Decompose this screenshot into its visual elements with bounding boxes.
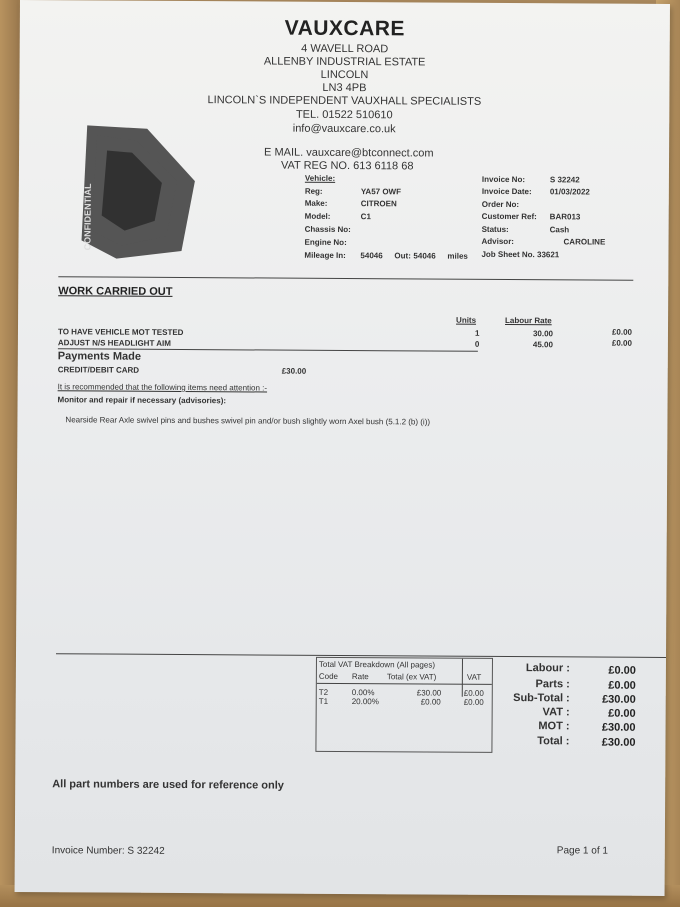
labour-rate-header: Labour Rate [505,315,552,326]
job-sheet: Job Sheet No. 33621 [481,249,560,260]
vat-col-vat: VAT [466,672,482,682]
vehicle-heading: Vehicle: [304,173,336,183]
payments-heading: Payments Made [57,350,142,363]
work-item-2-rate: 45.00 [532,340,553,350]
work-item-1-amount: £0.00 [611,327,633,337]
work-heading: WORK CARRIED OUT [58,285,173,298]
vat-box-rule [317,683,492,685]
tagline: LINCOLN`S INDEPENDENT VAUXHALL SPECIALISTS [207,94,482,108]
invoice-date-value: 01/03/2022 [549,187,590,197]
units-header: Units [456,315,477,325]
address-line-1: 4 WAVELL ROAD [301,42,389,56]
advisory-heading: Monitor and repair if necessary (advisories): [57,395,227,406]
labour-total-label: Labour : [525,662,570,675]
reference-note: All part numbers are used for reference only [52,778,284,792]
vat-row-1-code: T2 [318,687,329,697]
work-item-1-desc: TO HAVE VEHICLE MOT TESTED [57,327,184,338]
reg-label: Reg: [304,186,323,196]
grand-total-label: Total : [537,735,570,748]
advisory-intro: It is recommended that the following items need attention :- [57,382,268,393]
mileage-out-value: 54046 [413,251,436,261]
status-label: Status: [481,224,509,234]
vat-row-2-code: T1 [318,696,329,706]
vat-box-title: Total VAT Breakdown (All pages) [318,659,436,670]
address-line-2: ALLENBY INDUSTRIAL ESTATE [263,55,426,69]
address-line-4: LN3 4PB [322,81,367,95]
invoice-no-label: Invoice No: [481,174,526,185]
work-item-2-amount: £0.00 [611,338,632,348]
model-label: Model: [304,211,331,221]
subtotal-label: Sub-Total : [513,692,570,705]
company-name: VAUXCARE [284,16,406,41]
miles-unit: miles [447,251,468,261]
customer-ref-label: Customer Ref: [481,211,537,222]
page-number: Page 1 of 1 [556,845,609,857]
vat-row-1-total: £30.00 [416,688,442,698]
vat-breakdown-box [315,657,493,753]
stamp-text: CONFIDENTIAL [82,183,93,251]
mileage-in-value: 54046 [360,251,383,261]
advisory-item: Nearside Rear Axle swivel pins and bushes swivel pin and/or bush slightly worn Axel bush (5.1.2 (b) (i)) [65,415,431,427]
work-item-1-units: 1 [474,328,480,338]
engine-label: Engine No: [304,237,347,248]
header-divider [58,276,633,281]
vat-reg: VAT REG NO. 613 6118 68 [280,159,414,173]
payment-method: CREDIT/DEBIT CARD [57,365,140,375]
reg-value: YA57 OWF [360,187,402,197]
confidential-stamp-logo [76,120,197,261]
mileage-in-label: Mileage In: [304,250,346,260]
vat-row-1-rate: 0.00% [351,688,375,698]
payment-amount: £30.00 [281,366,307,376]
customer-ref-value: BAR013 [549,212,581,222]
advisor-label: Advisor: [481,236,515,247]
email-line: E MAIL. vauxcare@btconnect.com [264,146,434,160]
vat-row-2-total: £0.00 [420,697,441,707]
vat-col-rate: Rate [351,672,369,682]
work-item-1-rate: 30.00 [532,329,554,339]
vat-row-2-vat: £0.00 [463,697,484,707]
labour-total-value: £0.00 [608,664,636,677]
subtotal-value: £30.00 [602,693,636,706]
invoice-no-value: S 32242 [549,175,580,185]
vat-total-label: VAT : [542,706,570,719]
vat-total-value: £0.00 [608,707,636,720]
vat-col-total: Total (ex VAT) [386,672,437,682]
chassis-label: Chassis No: [304,224,351,235]
work-item-2-units: 0 [474,339,480,349]
advisor-value: CAROLINE [563,237,606,247]
mot-total-label: MOT : [538,720,570,733]
website-email: info@vauxcare.co.uk [292,122,396,136]
phone: TEL. 01522 510610 [295,108,393,122]
invoice-paper [15,0,670,896]
vat-col-code: Code [318,671,339,681]
order-no-label: Order No: [481,199,520,210]
invoice-date-label: Invoice Date: [481,186,532,197]
make-value: CITROEN [360,199,397,209]
mot-total-value: £30.00 [601,721,636,734]
model-value: C1 [360,212,371,222]
status-value: Cash [549,225,570,235]
mileage-out-label: Out: [394,251,411,261]
address-line-3: LINCOLN [320,68,369,82]
work-item-2-desc: ADJUST N/S HEADLIGHT AIM [57,338,171,348]
parts-total-label: Parts : [535,678,570,691]
grand-total-value: £30.00 [601,736,636,749]
make-label: Make: [304,198,328,208]
vat-row-1-vat: £0.00 [463,688,484,698]
vat-row-2-rate: 20.00% [351,697,379,707]
footer-invoice-number: Invoice Number: S 32242 [51,845,165,857]
parts-total-value: £0.00 [608,679,636,692]
